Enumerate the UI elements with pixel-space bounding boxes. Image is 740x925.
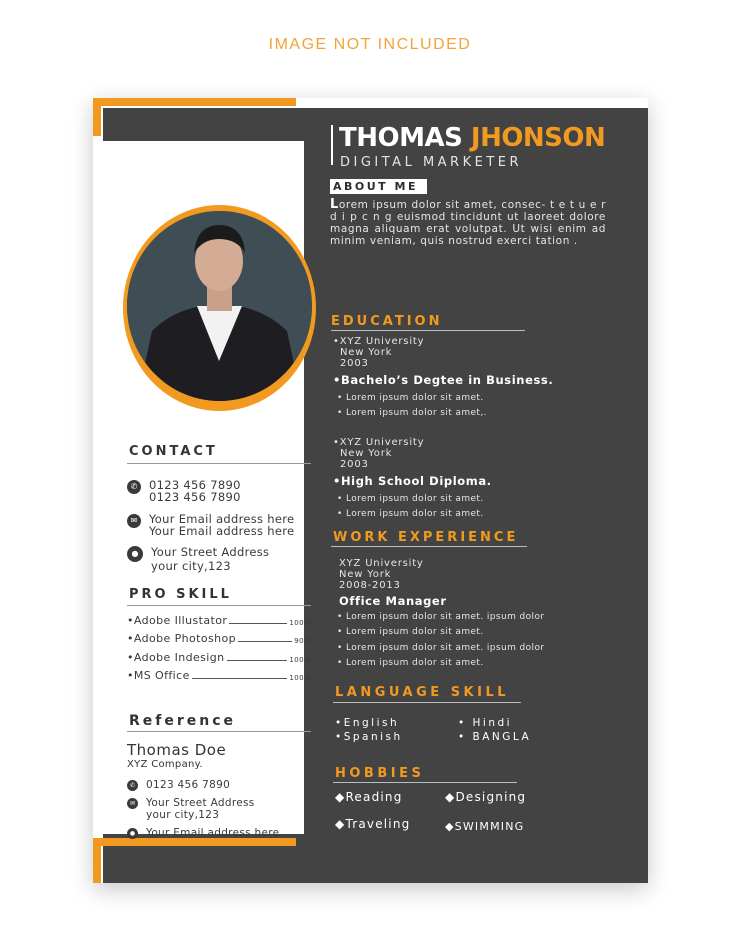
hobby-item: ◆Traveling	[335, 817, 411, 831]
skill-percent: 90%	[294, 637, 311, 645]
skill-row: • Adobe Illustator 100%	[127, 614, 311, 627]
reference-name: Thomas Doe	[127, 741, 227, 759]
contact-address-row	[127, 545, 269, 573]
edu-1-degree: •Bachelo’s Degtee in Business.	[333, 373, 554, 387]
email-icon: ✉	[127, 798, 138, 809]
work-bullet: • Lorem ipsum dolor sit amet.	[337, 658, 484, 668]
language-item: •Spanish	[335, 731, 403, 743]
contact-street: Your Street Address	[151, 545, 270, 559]
contact-phone-2: 0123 456 7890	[149, 490, 241, 504]
orange-accent-bottom-left	[93, 838, 101, 883]
edu-1-bullet: • Lorem ipsum dolor sit amet,.	[337, 408, 487, 418]
language-divider	[333, 702, 521, 703]
hobby-item: ◆Designing	[445, 790, 527, 804]
about-text: Lorem ipsum dolor sit amet, consec- t e t u e r d i p c n g euismod tincidunt ut laoreet dolore magna aliquam erat volutpat. Ut wisi enim ad minim veniam, quis nostrud exerci tation .	[330, 197, 606, 247]
work-years: 2008-2013	[339, 580, 401, 591]
banner-note: IMAGE NOT INCLUDED	[268, 36, 472, 53]
full-name	[339, 123, 605, 153]
reference-email-row	[127, 827, 279, 839]
work-bullet: • Lorem ipsum dolor sit amet.	[337, 627, 484, 637]
work-heading: WORK EXPERIENCE	[333, 530, 519, 545]
language-item: •English	[335, 717, 400, 729]
diamond-icon: ◆	[445, 790, 456, 804]
skill-name: MS Office	[133, 669, 190, 682]
education-divider	[331, 330, 525, 331]
work-city: New York	[339, 569, 392, 580]
edu-2-city: New York	[340, 448, 393, 459]
contact-phone-row	[127, 479, 241, 503]
skill-percent: 100%	[289, 619, 311, 627]
contact-email-1: Your Email address here	[149, 512, 295, 526]
edu-1-city: New York	[340, 347, 393, 358]
skill-row: • Adobe Indesign 100%	[127, 651, 311, 664]
contact-heading: CONTACT	[129, 444, 218, 459]
diamond-icon: ◆	[445, 820, 455, 833]
resume-sheet	[93, 98, 648, 883]
hobbies-heading: HOBBIES	[335, 766, 425, 781]
sidebar	[101, 141, 311, 839]
reference-phone: 0123 456 7890	[146, 779, 231, 791]
skill-percent: 100%	[289, 656, 311, 664]
edu-1-school: •XYZ University	[333, 336, 425, 347]
location-pin-icon: ●	[127, 828, 138, 839]
last-name: JHONSON	[470, 123, 606, 153]
edu-2-year: 2003	[340, 459, 369, 470]
contact-email-2: Your Email address here	[149, 524, 295, 538]
language-item: • Hindi	[458, 717, 513, 729]
reference-heading: Reference	[129, 713, 237, 729]
work-bullet: • Lorem ipsum dolor sit amet. ipsum dolor	[337, 643, 545, 653]
skill-bar	[238, 641, 292, 642]
edu-2-degree: •High School Diploma.	[333, 474, 492, 488]
location-pin-icon: ●	[127, 546, 143, 562]
edu-2-bullet: • Lorem ipsum dolor sit amet.	[337, 509, 484, 519]
orange-accent-top	[93, 98, 296, 106]
skill-row: • MS Office 100%	[127, 669, 311, 682]
hobbies-divider	[333, 782, 517, 783]
diamond-icon: ◆	[335, 790, 346, 804]
skill-row: • Adobe Photoshop 90%	[127, 632, 311, 645]
reference-address-row	[127, 797, 255, 821]
reference-email: Your Email address here	[146, 827, 280, 839]
skill-name: Adobe Illustator	[133, 614, 228, 627]
reference-phone-row	[127, 779, 230, 791]
reference-city: your city,123	[146, 809, 220, 821]
contact-divider	[127, 463, 311, 464]
skill-name: Adobe Indesign	[133, 651, 225, 664]
edu-2-bullet: • Lorem ipsum dolor sit amet.	[337, 494, 484, 504]
about-heading: ABOUT ME	[330, 179, 427, 194]
contact-phone-1: 0123 456 7890	[149, 478, 241, 492]
contact-city: your city,123	[151, 559, 231, 573]
skill-name: Adobe Photoshop	[133, 632, 236, 645]
reference-street: Your Street Address	[146, 797, 255, 809]
reference-divider	[127, 731, 311, 732]
edu-2-school: •XYZ University	[333, 437, 425, 448]
profile-photo	[127, 211, 312, 401]
phone-icon: ✆	[127, 480, 141, 494]
contact-email-row	[127, 513, 294, 537]
skills-heading: PRO SKILL	[129, 587, 232, 602]
edu-1-year: 2003	[340, 358, 369, 369]
language-heading: LANGUAGE SKILL	[335, 685, 510, 700]
work-title: Office Manager	[339, 594, 447, 608]
hobby-item: ◆SWIMMING	[445, 820, 525, 833]
skill-bar	[227, 660, 288, 661]
diamond-icon: ◆	[335, 817, 346, 831]
orange-accent-top-left	[93, 98, 101, 136]
skill-bar	[229, 623, 287, 624]
name-accent-bar	[331, 125, 333, 165]
skill-percent: 100%	[289, 674, 311, 682]
education-heading: EDUCATION	[331, 314, 443, 329]
skill-bar	[192, 678, 288, 679]
hobby-item: ◆Reading	[335, 790, 403, 804]
edu-1-bullet: • Lorem ipsum dolor sit amet.	[337, 393, 484, 403]
first-name: THOMAS	[339, 123, 463, 153]
reference-company: XYZ Company.	[127, 759, 203, 770]
language-item: • BANGLA	[458, 731, 532, 743]
work-company: XYZ University	[339, 558, 424, 569]
skills-divider	[127, 605, 311, 606]
email-icon: ✉	[127, 514, 141, 528]
orange-accent-bottom	[93, 838, 296, 846]
phone-icon: ✆	[127, 780, 138, 791]
job-role: DIGITAL MARKETER	[340, 155, 523, 170]
work-divider	[331, 546, 527, 547]
work-bullet: • Lorem ipsum dolor sit amet. ipsum dolor	[337, 612, 545, 622]
